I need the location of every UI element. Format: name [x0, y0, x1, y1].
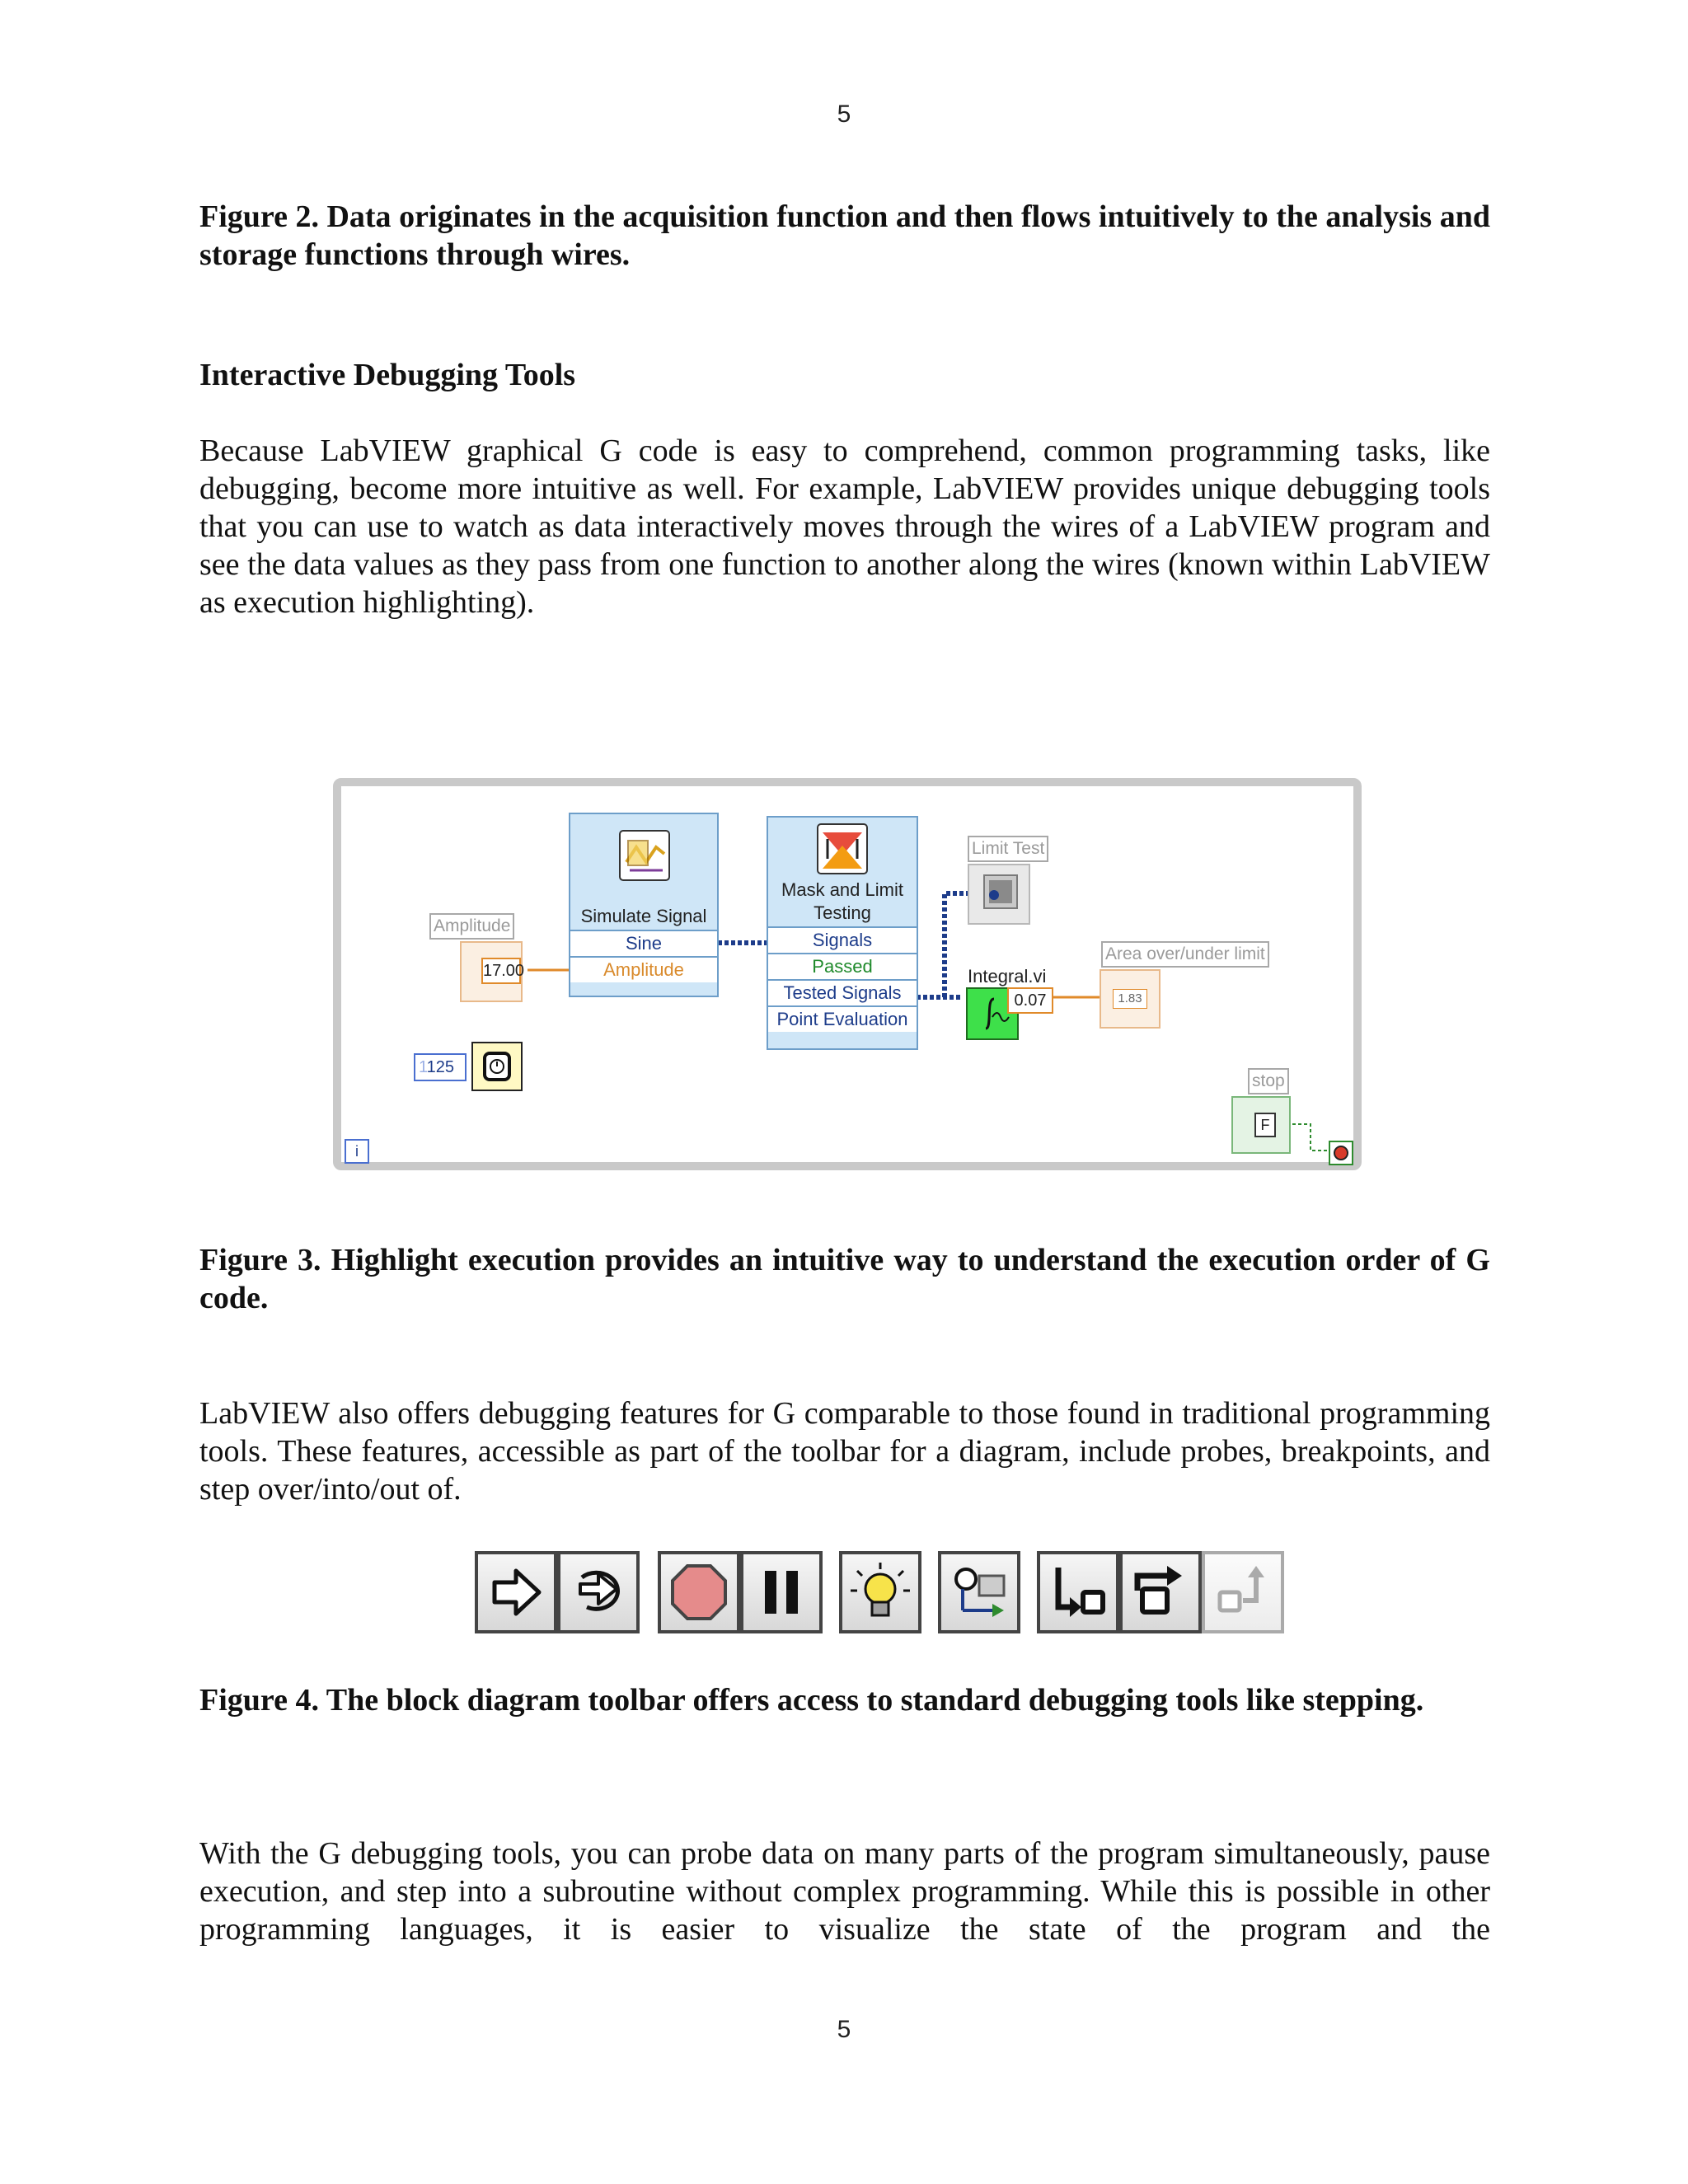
pause-icon — [748, 1559, 814, 1625]
retain-wire-values-icon — [946, 1559, 1012, 1625]
run-arrow-icon — [483, 1559, 549, 1625]
signals-terminal[interactable]: Signals — [768, 926, 917, 953]
stop-sign-icon — [666, 1559, 732, 1625]
run-button[interactable] — [475, 1551, 557, 1633]
integral-probe-value: 0.07 — [1007, 987, 1053, 1014]
stop-label: stop — [1248, 1068, 1289, 1094]
pause-button[interactable] — [740, 1551, 823, 1633]
figure-3-caption: Figure 3. Highlight execution provides an intuitive way to understand the execution order of G code. — [199, 1243, 1490, 1315]
run-continuously-button[interactable] — [557, 1551, 640, 1633]
mask-limit-title-2: Testing — [814, 902, 871, 923]
figure-2-caption: Figure 2. Data originates in the acquisition function and then flows intuitively to the analysis and storage functions through wires. — [199, 199, 1490, 272]
amplitude-label: Amplitude — [429, 913, 514, 940]
tested-signals-terminal[interactable]: Tested Signals — [768, 979, 917, 1005]
step-into-button[interactable] — [1037, 1551, 1119, 1633]
amplitude-control[interactable] — [460, 941, 523, 1002]
retain-wire-values-button[interactable] — [938, 1551, 1020, 1633]
timer-value: 125 — [426, 1058, 455, 1076]
page-number-bottom: 5 — [837, 2016, 851, 2043]
amplitude-terminal[interactable]: Amplitude — [570, 956, 717, 982]
wait-ms-function[interactable] — [471, 1042, 523, 1091]
light-bulb-icon — [847, 1559, 913, 1625]
figure-4-caption: Figure 4. The block diagram toolbar offers access to standard debugging tools like stepping. — [199, 1683, 1424, 1718]
point-evaluation-terminal[interactable]: Point Evaluation — [768, 1005, 917, 1032]
section-heading: Interactive Debugging Tools — [199, 358, 576, 392]
paragraph-g-debugging-tools: With the G debugging tools, you can probe data on many parts of the program simultaneously, pause execution, and step into a subroutine without complex programming. While this is possible in other programming languages, it is easier to visualize the state of the program and the — [199, 1836, 1490, 1947]
stop-if-true-icon — [1330, 1142, 1352, 1164]
passed-terminal[interactable]: Passed — [768, 953, 917, 979]
simulate-signal-icon — [618, 829, 671, 882]
area-label: Area over/under limit — [1101, 941, 1269, 968]
timer-constant[interactable] — [414, 1053, 467, 1081]
limit-test-label: Limit Test — [968, 836, 1048, 862]
step-into-icon — [1045, 1559, 1111, 1625]
debug-toolbar-figure — [471, 1551, 1296, 1637]
highlight-execution-button[interactable] — [839, 1551, 921, 1633]
mask-limit-testing-node[interactable] — [767, 816, 918, 1050]
block-diagram-figure — [333, 778, 1363, 1174]
amplitude-value: 17.00 — [481, 958, 521, 984]
sine-terminal[interactable]: Sine — [570, 930, 717, 956]
simulate-signal-node[interactable] — [569, 813, 719, 997]
simulate-signal-title: Simulate Signal — [580, 906, 707, 926]
page-number-top: 5 — [837, 101, 851, 128]
area-indicator[interactable] — [1100, 969, 1160, 1029]
integral-label: Integral.vi — [968, 966, 1047, 987]
limit-test-indicator[interactable] — [968, 864, 1030, 925]
graph-indicator-icon — [969, 865, 1029, 923]
area-value: 1.83 — [1113, 989, 1147, 1009]
stop-control[interactable] — [1231, 1096, 1291, 1154]
run-continuously-icon — [565, 1559, 631, 1625]
step-over-icon — [1128, 1559, 1193, 1625]
mask-limit-icon — [816, 823, 869, 875]
paragraph-execution-highlighting: Because LabVIEW graphical G code is easy to comprehend, common programming tasks, like debugging, become more intuitive as well. For example, LabVIEW provides unique debugging tools that you can use to watch as data interactively moves through the wires of a LabVIEW program and see the data values as they pass from one function to another along the wires (known within LabVIEW as execution highlighting). — [199, 434, 1490, 620]
paragraph-debugging-features: LabVIEW also offers debugging features for G comparable to those found in traditional programming tools. These features, accessible as part of the toolbar for a diagram, include probes, breakpoints, and step over/into/out of. — [199, 1396, 1490, 1507]
mask-limit-title-1: Mask and Limit — [781, 879, 903, 900]
iteration-terminal: i — [345, 1139, 369, 1164]
step-out-icon — [1210, 1559, 1276, 1625]
abort-button[interactable] — [658, 1551, 740, 1633]
stop-value: F — [1254, 1113, 1276, 1137]
wait-clock-icon — [473, 1043, 521, 1090]
loop-condition-terminal[interactable] — [1329, 1141, 1353, 1165]
step-out-button[interactable] — [1202, 1551, 1284, 1633]
timer-prefix: 1 — [419, 1058, 427, 1076]
step-over-button[interactable] — [1119, 1551, 1202, 1633]
